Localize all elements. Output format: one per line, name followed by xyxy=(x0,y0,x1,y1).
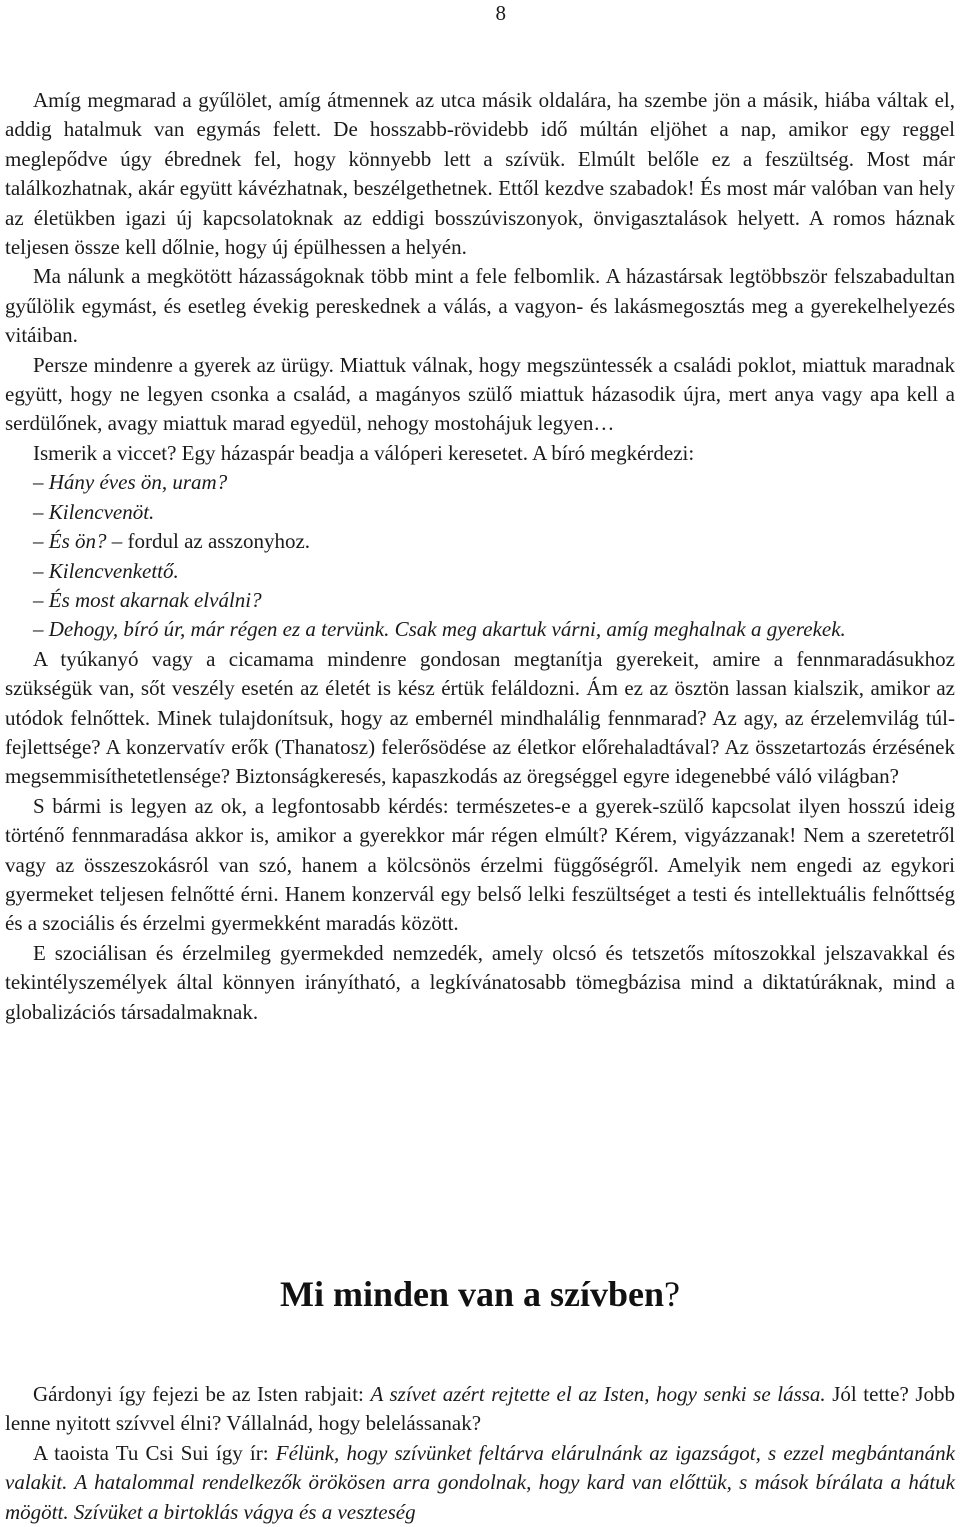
section-title: Mi minden van a szívben? xyxy=(279,1274,681,1314)
page-number: 8 xyxy=(495,1,506,25)
dialogue-line: – Kilencvenöt. xyxy=(33,499,155,524)
paragraph: Ismerik a viccet? Egy házaspár beadja a válóperi keresetet. A bíró megkérdezi: xyxy=(33,440,695,465)
paragraph: Gárdonyi így fejezi be az Isten rabjait: A szívet azért rejtette el az Isten, hogy senki se lássa. Jól tette? Jobb lenne nyitott szívvel élni? Vállalnád, hogy belelássanak? xyxy=(5,1382,955,1436)
paragraph: S bármi is legyen az ok, a legfontosabb kérdés: természetes-e a gyerek-szülő kapcsolat ilyen hosszú ideig történő fennmaradása akkor is, amikor a gyerekkor már régen elmúlt? Kérem, vigyázzanak! Nem a szeretetről vagy az összeszokásról van szó, hanem a kölcsönös érzelmi függőségről. Amelyik nem engedi az egykori gyermeket teljesen felnőtté érni. Hanem konzervál egy belső lelki feszültséget a testi és intellektuális felnőttség és a szociális és érzelmi gyermekként maradás között. xyxy=(5,793,955,936)
paragraph: A taoista Tu Csi Sui így ír: Félünk, hogy szívünket feltárva elárulnánk az igazságot, s ezzel megbántanánk valakit. A hatalommal rendelkezők örökösen arra gondolnak, hogy kard van előttük, s mások bírálata a hátuk mögött. Szívüket a birtoklás vágya és a veszteség xyxy=(5,1440,955,1524)
dialogue-line: – Dehogy, bíró úr, már régen ez a tervünk. Csak meg akartuk várni, amíg meghalnak a gyerekek. xyxy=(33,617,846,642)
text-block-bottom xyxy=(5,1380,955,1527)
dialogue-line: – És ön? – fordul az asszonyhoz. xyxy=(33,529,311,554)
dialogue-line: – És most akarnak elválni? xyxy=(33,587,262,612)
dialogue-line: – Hány éves ön, uram? xyxy=(33,470,228,495)
dialogue-line: – Kilencvenkettő. xyxy=(33,558,179,583)
paragraph: E szociálisan és érzelmileg gyermekded nemzedék, amely olcsó és tetszetős mítoszokkal jelszavakkal és tekintélyszemélyek által könnyen irányítható, a legkívánatosabb tömegbázisa mind a diktatúráknak, mind a globalizációs társadalmaknak. xyxy=(5,940,955,1024)
paragraph: Amíg megmarad a gyűlölet, amíg átmennek az utca másik oldalára, ha szembe jön a másik, hiába váltak el, addig hatalmuk van egymás felett. De hosszabb-rövidebb idő múltán eljöhet a nap, amikor egy reggel meglepődve úgy ébrednek fel, hogy könnyebb lett a szívük. Elmúlt belőle ez a feszültség. Most már találkozhatnak, akár együtt kávézhatnak, beszélgethetnek. Ettől kezdve szabadok! És most már valóban van hely az életükben igazi új kapcsolatoknak az eddigi bosszúviszonyok, önvigasztalások helyett. A romos háznak teljesen össze kell dőlnie, hogy új épülhessen a helyén. xyxy=(5,88,955,260)
paragraph: Persze mindenre a gyerek az ürügy. Miattuk válnak, hogy megszüntessék a családi poklot, miattuk maradnak együtt, hogy ne legyen csonka a család, a magányos szülő miattuk házasodik újra, mert anya vagy apa kell a serdülőnek, avagy miattuk marad egyedül, nehogy mostohájuk legyen… xyxy=(5,352,955,436)
text-block-top xyxy=(5,86,955,1027)
paragraph: Ma nálunk a megkötött házasságoknak több mint a fele felbomlik. A házastársak legtöbbször felszabadultan gyűlölik egymást, és esetleg évekig pereskednek a válás, a vagyon- és lakásmegosztás meg a gyerekelhelyezés vitáiban. xyxy=(5,264,955,348)
paragraph: A tyúkanyó vagy a cicamama mindenre gondosan megtanítja gyerekeit, amire a fennmaradásukhoz szükségük van, sőt veszély esetén az életét is kész értük feláldozni. Ám ez az ösztön lassan kialszik, amikor az utódok felnőttek. Minek tulajdonítsuk, hogy az embernél mindhalálig fennmarad? Az agy, az érzelemvilág túl-fejlettsége? A konzervatív erők (Thanatosz) felerősödése az életkor előrehaladtával? Az összetartozás érzésének megsemmisíthetetlensége? Biztonságkeresés, kapaszkodás az öregséggel egyre idegenebbé váló világban? xyxy=(5,646,955,789)
